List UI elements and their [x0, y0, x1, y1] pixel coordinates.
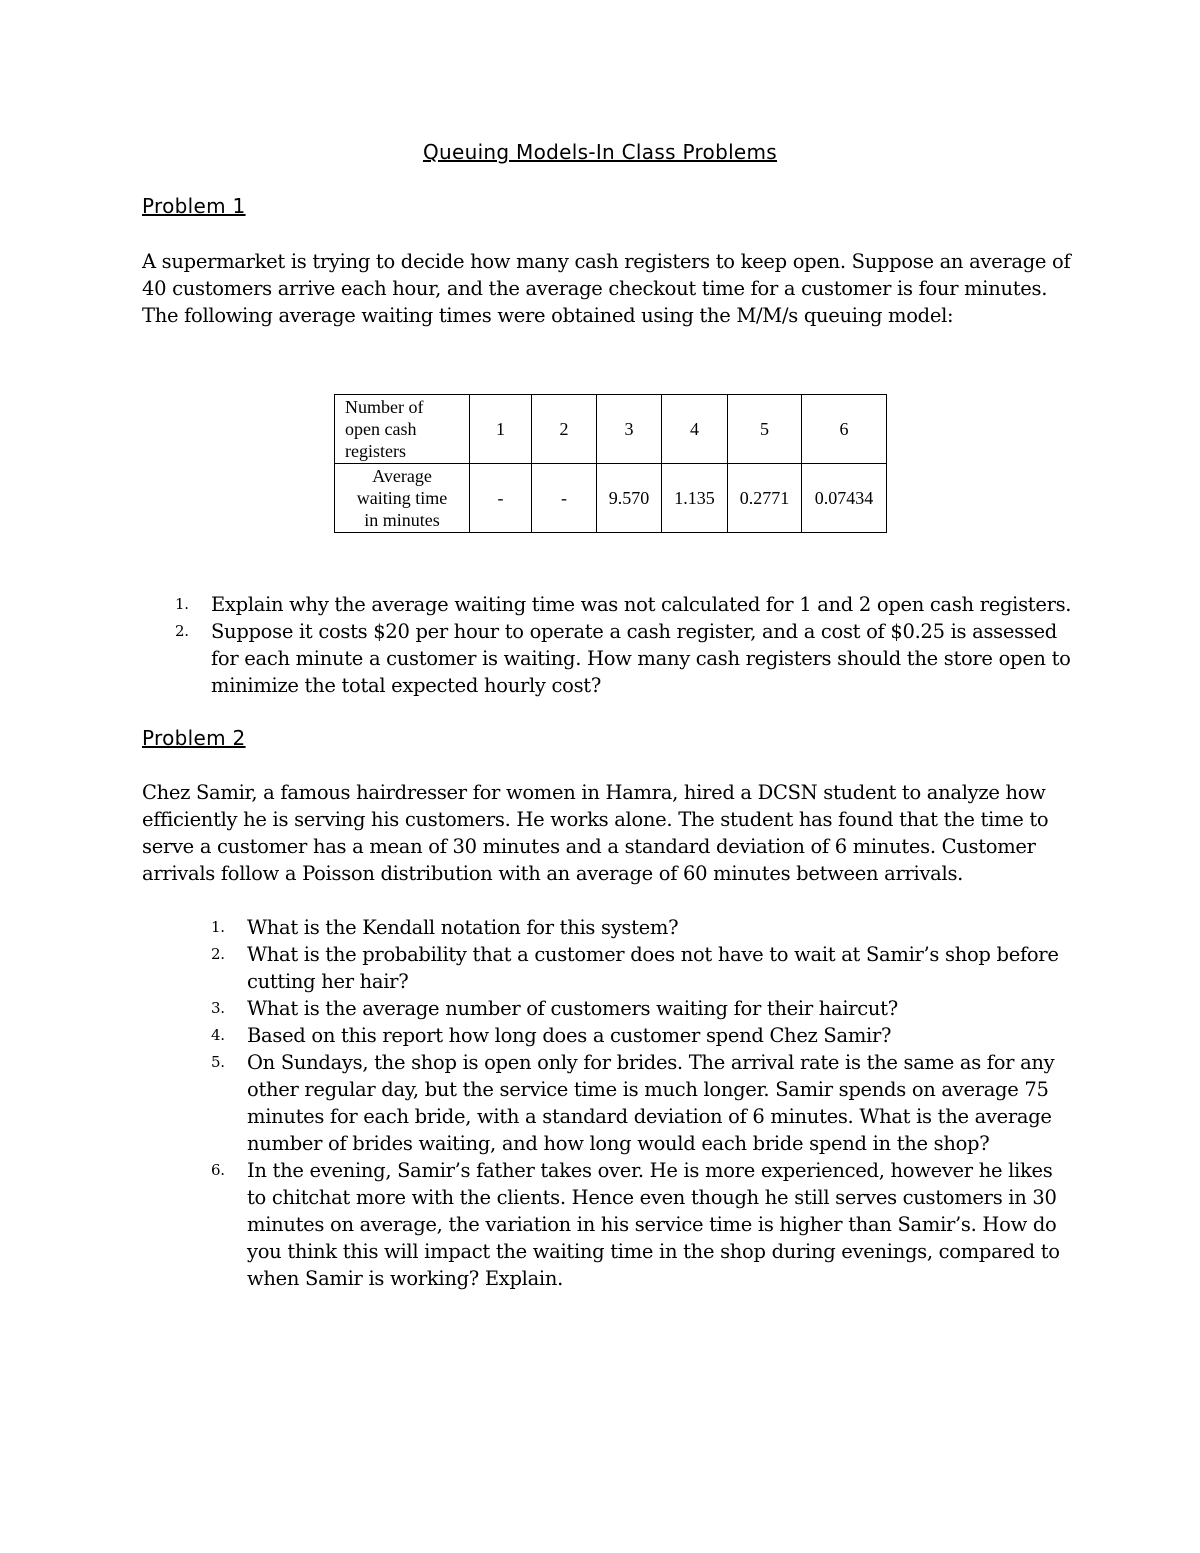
- list-item-text: Explain why the average waiting time was not calculated for 1 and 2 open cash registers.: [211, 593, 1072, 616]
- problem-1-paragraph: [142, 248, 1071, 329]
- list-item-text: What is the Kendall notation for this system?: [247, 916, 679, 939]
- list-item: [211, 914, 1060, 941]
- label-line: registers: [345, 441, 406, 461]
- paragraph-line: serve a customer has a mean of 30 minutes and a standard deviation of 6 minutes. Customer: [142, 835, 1036, 858]
- list-item-text: minutes for each bride, with a standard deviation of 6 minutes. What is the average: [247, 1105, 1052, 1128]
- list-number: 5.: [211, 1053, 225, 1071]
- table-row-registers: [335, 395, 887, 464]
- page-title: Queuing Models-In Class Problems: [422, 140, 778, 164]
- list-item: [211, 1022, 1060, 1049]
- list-item: [211, 1157, 1060, 1292]
- list-item-text: other regular day, but the service time is much longer. Samir spends on average 75: [247, 1078, 1049, 1101]
- list-number: 4.: [211, 1026, 225, 1044]
- list-item: [211, 941, 1060, 995]
- table-cell: 9.570: [597, 464, 662, 533]
- paragraph-line: The following average waiting times were obtained using the M/M/s queuing model:: [142, 304, 954, 327]
- problem-1-questions: [175, 591, 1072, 699]
- label-line: waiting time: [356, 488, 448, 508]
- list-number: 1.: [211, 918, 225, 936]
- list-item-text: What is the probability that a customer does not have to wait at Samir’s shop before: [247, 943, 1059, 966]
- table-cell: -: [470, 464, 532, 533]
- list-item-text: What is the average number of customers waiting for their haircut?: [247, 997, 898, 1020]
- problem-1-heading: Problem 1: [142, 194, 246, 218]
- list-item-text: you think this will impact the waiting time in the shop during evenings, compared to: [247, 1240, 1060, 1263]
- label-line: open cash: [345, 419, 417, 439]
- list-item-text: for each minute a customer is waiting. How many cash registers should the store open to: [211, 647, 1071, 670]
- list-item-text: On Sundays, the shop is open only for brides. The arrival rate is the same as for any: [247, 1051, 1055, 1074]
- table-cell: -: [532, 464, 597, 533]
- table-cell: 1.135: [662, 464, 728, 533]
- list-item-text: Suppose it costs $20 per hour to operate a cash register, and a cost of $0.25 is assessed: [211, 620, 1057, 643]
- list-item-text: Based on this report how long does a customer spend Chez Samir?: [247, 1024, 892, 1047]
- table-cell: 6: [802, 395, 887, 464]
- paragraph-line: efficiently he is serving his customers. He works alone. The student has found that the time to: [142, 808, 1049, 831]
- list-item: [175, 591, 1072, 618]
- problem-2-heading: Problem 2: [142, 726, 246, 750]
- table-row-label: [335, 395, 470, 464]
- table-row-waiting-time: [335, 464, 887, 533]
- list-item-text: when Samir is working? Explain.: [247, 1267, 563, 1290]
- list-item-text: minutes on average, the variation in his service time is higher than Samir’s. How do: [247, 1213, 1057, 1236]
- list-number: 6.: [211, 1161, 225, 1179]
- list-number: 1.: [175, 595, 189, 613]
- list-number: 2.: [211, 945, 225, 963]
- problem-2-paragraph: [142, 779, 1062, 887]
- label-line: in minutes: [364, 510, 440, 530]
- paragraph-line: Chez Samir, a famous hairdresser for women in Hamra, hired a DCSN student to analyze how: [142, 781, 1046, 804]
- table-cell: 5: [728, 395, 802, 464]
- table-cell: 1: [470, 395, 532, 464]
- list-item-text: to chitchat more with the clients. Hence even though he still serves customers in 30: [247, 1186, 1057, 1209]
- list-item: [211, 1049, 1060, 1157]
- waiting-time-table: [334, 394, 887, 533]
- label-line: Average: [372, 466, 432, 486]
- paragraph-line: 40 customers arrive each hour, and the average checkout time for a customer is four minutes.: [142, 277, 1048, 300]
- list-item: [175, 618, 1071, 699]
- paragraph-line: arrivals follow a Poisson distribution with an average of 60 minutes between arrivals.: [142, 862, 964, 885]
- table-cell: 4: [662, 395, 728, 464]
- label-line: Number of: [345, 397, 424, 417]
- table-cell: 0.2771: [728, 464, 802, 533]
- table-cell: 3: [597, 395, 662, 464]
- list-number: 2.: [175, 622, 189, 640]
- table-row-label: [335, 464, 470, 533]
- problem-2-questions: [211, 914, 1060, 1292]
- paragraph-line: A supermarket is trying to decide how many cash registers to keep open. Suppose an average of: [142, 250, 1071, 273]
- list-item: [211, 995, 1060, 1022]
- list-item-text: minimize the total expected hourly cost?: [211, 674, 601, 697]
- table-cell: 0.07434: [802, 464, 887, 533]
- table-cell: 2: [532, 395, 597, 464]
- list-number: 3.: [211, 999, 225, 1017]
- list-item-text: cutting her hair?: [247, 970, 409, 993]
- list-item-text: In the evening, Samir’s father takes over. He is more experienced, however he likes: [247, 1159, 1053, 1182]
- list-item-text: number of brides waiting, and how long would each bride spend in the shop?: [247, 1132, 990, 1155]
